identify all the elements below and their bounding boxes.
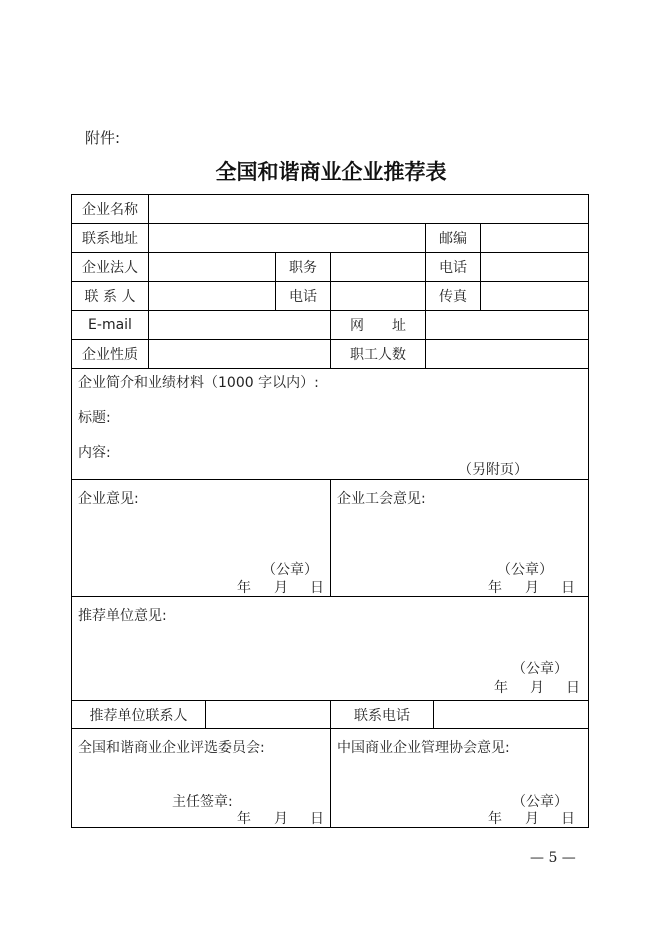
seal-label: （公章）	[262, 562, 318, 578]
seal-label: （公章）	[512, 794, 568, 810]
label-contact: 联 系 人	[71, 281, 149, 311]
seal-label: （公章）	[497, 562, 553, 578]
seal-label: （公章）	[512, 661, 568, 677]
label-legal-person: 企业法人	[71, 252, 149, 282]
page-title: 全国和谐商业企业推荐表	[215, 160, 447, 184]
label-postcode: 邮编	[425, 223, 481, 253]
label-email: E-mail	[71, 310, 149, 340]
date-month: 月	[525, 811, 539, 827]
attachment-label: 附件:	[85, 129, 121, 147]
union-opinion-label: 企业工会意见:	[337, 491, 426, 507]
intro-heading: 企业简介和业绩材料（1000 字以内）:	[78, 375, 319, 391]
date-day: 日	[561, 580, 575, 596]
legal-person-field[interactable]	[148, 252, 276, 282]
fax-field[interactable]	[480, 281, 589, 311]
association-label: 中国商业企业管理协会意见:	[337, 740, 510, 756]
company-opinion-section[interactable]	[71, 479, 331, 597]
postcode-field[interactable]	[480, 223, 589, 253]
label-company-name: 企业名称	[71, 194, 149, 224]
label-nature: 企业性质	[71, 339, 149, 369]
committee-label: 全国和谐商业企业评选委员会:	[78, 740, 265, 756]
intro-title-label: 标题:	[78, 410, 111, 426]
date-year: 年	[237, 580, 251, 596]
email-field[interactable]	[148, 310, 331, 340]
recommender-phone-field[interactable]	[433, 700, 589, 729]
label-website: 网 址	[330, 310, 426, 340]
date-year: 年	[237, 811, 251, 827]
intro-note: （另附页）	[458, 462, 528, 478]
label-address: 联系地址	[71, 223, 149, 253]
label-position: 职务	[275, 252, 331, 282]
date-day: 日	[310, 811, 324, 827]
intro-content-label: 内容:	[78, 445, 111, 461]
label-employees: 职工人数	[330, 339, 426, 369]
position-field[interactable]	[330, 252, 426, 282]
label-recommender-contact: 推荐单位联系人	[71, 700, 206, 729]
contact-field[interactable]	[148, 281, 276, 311]
label-fax: 传真	[425, 281, 481, 311]
page-number: — 5 —	[530, 850, 576, 866]
date-year: 年	[488, 580, 502, 596]
nature-field[interactable]	[148, 339, 331, 369]
recommender-contact-field[interactable]	[205, 700, 331, 729]
date-day: 日	[566, 680, 580, 696]
date-day: 日	[561, 811, 575, 827]
label-recommender-phone: 联系电话	[330, 700, 434, 729]
address-field[interactable]	[148, 223, 426, 253]
date-month: 月	[525, 580, 539, 596]
website-field[interactable]	[425, 310, 589, 340]
date-month: 月	[274, 811, 288, 827]
employees-field[interactable]	[425, 339, 589, 369]
company-opinion-label: 企业意见:	[78, 491, 139, 507]
date-day: 日	[310, 580, 324, 596]
intro-section[interactable]	[71, 368, 589, 480]
phone-field[interactable]	[480, 252, 589, 282]
date-year: 年	[494, 680, 508, 696]
association-section[interactable]	[330, 728, 589, 828]
company-name-field[interactable]	[148, 194, 589, 224]
label-contact-phone: 电话	[275, 281, 331, 311]
committee-section[interactable]	[71, 728, 331, 828]
recommender-opinion-section[interactable]	[71, 596, 589, 701]
date-year: 年	[488, 811, 502, 827]
contact-phone-field[interactable]	[330, 281, 426, 311]
date-month: 月	[530, 680, 544, 696]
date-month: 月	[274, 580, 288, 596]
recommender-opinion-label: 推荐单位意见:	[78, 608, 167, 624]
director-sign-label: 主任签章:	[172, 794, 233, 810]
union-opinion-section[interactable]	[330, 479, 589, 597]
label-phone: 电话	[425, 252, 481, 282]
